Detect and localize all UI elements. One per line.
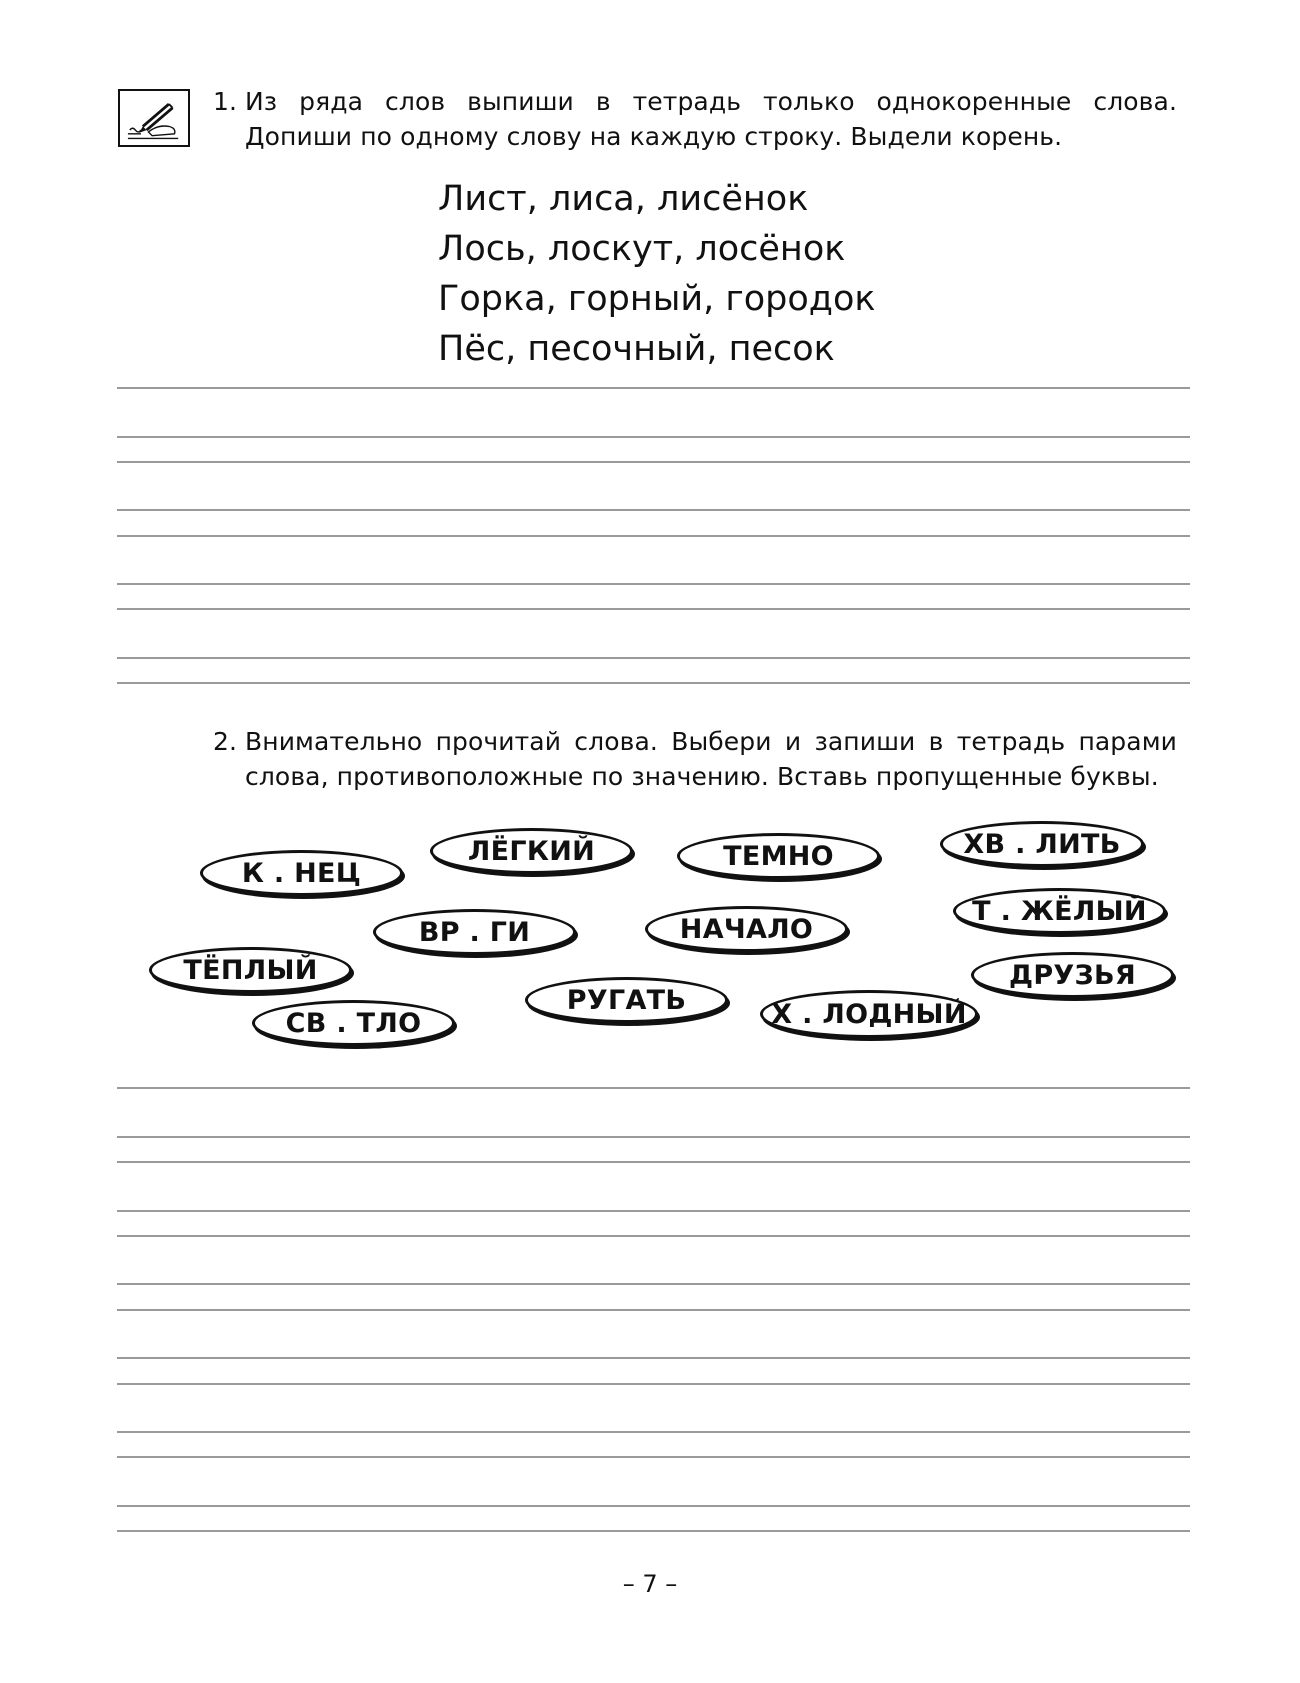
page-number: – 7 – bbox=[622, 1570, 678, 1598]
word-row: Лист, лиса, лисёнок bbox=[438, 179, 809, 219]
writing-line[interactable] bbox=[117, 1505, 1190, 1507]
task-1-word-list bbox=[438, 174, 876, 374]
task-2-number: 2. bbox=[213, 727, 238, 756]
word-oval[interactable]: ТЁПЛЫЙ bbox=[149, 947, 352, 993]
word-row: Горка, горный, городок bbox=[438, 279, 876, 319]
word-oval[interactable]: Х . ЛОДНЫЙ bbox=[760, 990, 978, 1038]
word-oval[interactable]: ТЕМНО bbox=[677, 833, 880, 879]
word-oval[interactable]: ВР . ГИ bbox=[373, 909, 576, 955]
word-oval[interactable]: НАЧАЛО bbox=[645, 906, 848, 952]
writing-line[interactable] bbox=[117, 535, 1190, 537]
writing-line[interactable] bbox=[117, 657, 1190, 659]
writing-line[interactable] bbox=[117, 1530, 1190, 1532]
writing-line[interactable] bbox=[117, 387, 1190, 389]
writing-line[interactable] bbox=[117, 1357, 1190, 1359]
writing-line[interactable] bbox=[117, 1087, 1190, 1089]
writing-line[interactable] bbox=[117, 1235, 1190, 1237]
writing-line[interactable] bbox=[117, 1161, 1190, 1163]
word-oval[interactable]: К . НЕЦ bbox=[200, 850, 403, 896]
writing-line[interactable] bbox=[117, 1136, 1190, 1138]
word-oval[interactable]: ДРУЗЬЯ bbox=[971, 952, 1174, 998]
writing-line[interactable] bbox=[117, 436, 1190, 438]
writing-line[interactable] bbox=[117, 509, 1190, 511]
task-1-number: 1. bbox=[213, 87, 238, 116]
writing-line[interactable] bbox=[117, 583, 1190, 585]
word-row: Пёс, песочный, песок bbox=[438, 329, 835, 369]
writing-line[interactable] bbox=[117, 1210, 1190, 1212]
pencil-writing-icon bbox=[118, 89, 190, 147]
writing-line[interactable] bbox=[117, 682, 1190, 684]
word-oval[interactable]: РУГАТЬ bbox=[525, 977, 728, 1023]
task-1-instruction bbox=[213, 84, 1177, 154]
task-1-instruction-text: Из ряда слов выпиши в тетрадь только однокоренные слова. Допиши по одному слову на каждую строку. Выдели корень. bbox=[245, 87, 1177, 151]
writing-line[interactable] bbox=[117, 1283, 1190, 1285]
writing-line[interactable] bbox=[117, 1456, 1190, 1458]
task-2-instruction bbox=[213, 724, 1177, 794]
writing-line[interactable] bbox=[117, 1383, 1190, 1385]
writing-line[interactable] bbox=[117, 1309, 1190, 1311]
word-oval[interactable]: ЛЁГКИЙ bbox=[430, 828, 633, 874]
word-row: Лось, лоскут, лосёнок bbox=[438, 229, 846, 269]
word-oval[interactable]: ХВ . ЛИТЬ bbox=[940, 821, 1144, 867]
writing-line[interactable] bbox=[117, 461, 1190, 463]
writing-line[interactable] bbox=[117, 1431, 1190, 1433]
word-oval[interactable]: СВ . ТЛО bbox=[252, 1000, 455, 1046]
writing-line[interactable] bbox=[117, 608, 1190, 610]
word-oval[interactable]: Т . ЖЁЛЫЙ bbox=[953, 888, 1166, 934]
task-2-instruction-text: Внимательно прочитай слова. Выбери и запиши в тетрадь парами слова, противоположные по значению. Вставь пропущенные буквы. bbox=[245, 727, 1177, 791]
